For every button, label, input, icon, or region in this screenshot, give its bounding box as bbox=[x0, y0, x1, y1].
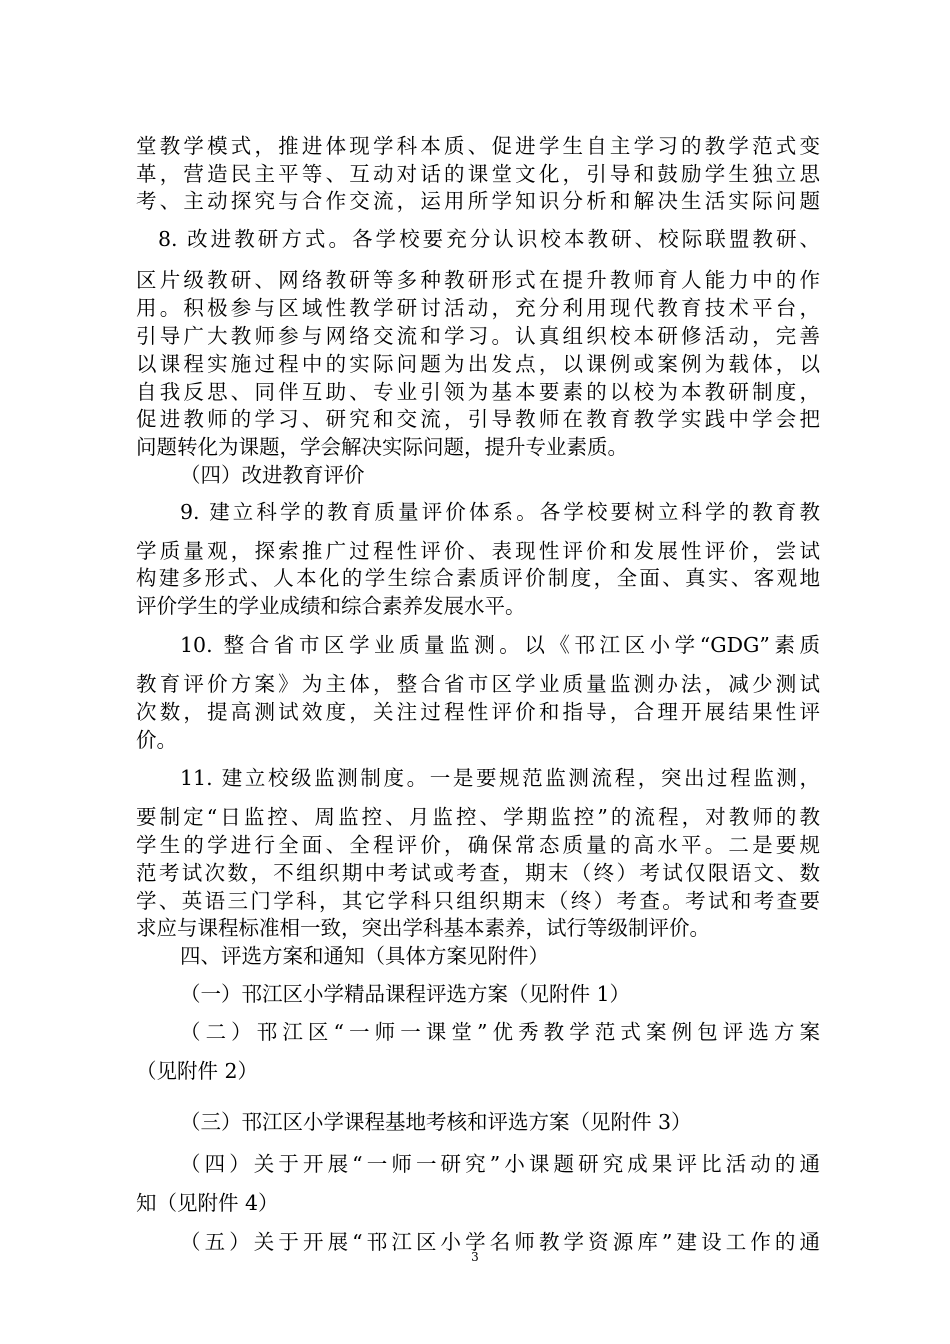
text-line: 问题转化为课题，学会解决实际问题，提升专业素质。 bbox=[136, 435, 628, 459]
attachment-item: （四）关于开展“一师一研究”小课题研究成果评比活动的通 bbox=[180, 1152, 820, 1176]
section-heading: （四）改进教育评价 bbox=[180, 463, 365, 487]
text-line: 以课程实施过程中的实际问题为出发点，以课例或案例为载体，以 bbox=[136, 352, 820, 376]
text-line: 要制定“日监控、周监控、月监控、学期监控”的流程，对教师的教 bbox=[136, 805, 820, 829]
text-line: 构建多形式、人本化的学生综合素质评价制度，全面、真实、客观地 bbox=[136, 566, 820, 590]
attachment-item: （五）关于开展“邗江区小学名师教学资源库”建设工作的通 bbox=[180, 1230, 820, 1254]
text-line: 促进教师的学习、研究和交流，引导教师在教育教学实践中学会把 bbox=[136, 407, 820, 431]
text-line: 价。 bbox=[136, 728, 177, 752]
page-number: 3 bbox=[471, 1250, 479, 1264]
text-line: 学生的学进行全面、全程评价，确保常态质量的高水平。二是要规 bbox=[136, 833, 820, 857]
text-line: 学质量观，探索推广过程性评价、表现性评价和发展性评价，尝试 bbox=[136, 539, 820, 563]
text-line: （见附件 2） bbox=[136, 1059, 259, 1083]
text-line: 革，营造民主平等、互动对话的课堂文化，引导和鼓励学生独立思 bbox=[136, 162, 820, 186]
attachment-item: （三）邗江区小学课程基地考核和评选方案（见附件 3） bbox=[180, 1110, 692, 1134]
text-line: 9. 建立科学的教育质量评价体系。各学校要树立科学的教育教 bbox=[180, 500, 820, 524]
text-line: 用。积极参与区域性教学研讨活动，充分利用现代教育技术平台， bbox=[136, 296, 820, 320]
text-line: 10. 整合省市区学业质量监测。以《邗江区小学“GDG”素质 bbox=[180, 633, 820, 657]
text-line: 学、英语三门学科，其它学科只组织期末（终）考查。考试和考查要 bbox=[136, 889, 820, 913]
text-line: 评价学生的学业成绩和综合素养发展水平。 bbox=[136, 594, 526, 618]
text-line: 范考试次数，不组织期中考试或考查，期末（终）考试仅限语文、数 bbox=[136, 861, 820, 885]
text-line: 知（见附件 4） bbox=[136, 1191, 279, 1215]
text-line: 11. 建立校级监测制度。一是要规范监测流程，突出过程监测， bbox=[180, 766, 820, 790]
text-line: 求应与课程标准相一致，突出学科基本素养，试行等级制评价。 bbox=[136, 916, 710, 940]
text-line: 引导广大教师参与网络交流和学习。认真组织校本研修活动，完善 bbox=[136, 324, 820, 348]
attachment-item: （一）邗江区小学精品课程评选方案（见附件 1） bbox=[180, 982, 631, 1006]
text-line: 堂教学模式，推进体现学科本质、促进学生自主学习的教学范式变 bbox=[136, 134, 820, 158]
text-line: 区片级教研、网络教研等多种教研形式在提升教师育人能力中的作 bbox=[136, 268, 820, 292]
text-line: 次数，提高测试效度，关注过程性评价和指导，合理开展结果性评 bbox=[136, 700, 820, 724]
section-heading: 四、评选方案和通知（具体方案见附件） bbox=[180, 944, 549, 968]
text-line: 考、主动探究与合作交流，运用所学知识分析和解决生活实际问题 bbox=[136, 189, 820, 213]
text-line: 自我反思、同伴互助、专业引领为基本要素的以校为本教研制度， bbox=[136, 380, 820, 404]
text-line: 教育评价方案》为主体，整合省市区学业质量监测办法，减少测试 bbox=[136, 672, 820, 696]
text-line: 8. 改进教研方式。各学校要充分认识校本教研、校际联盟教研、 bbox=[158, 227, 820, 251]
attachment-item: （二）邗江区“一师一课堂”优秀教学范式案例包评选方案 bbox=[180, 1020, 820, 1044]
